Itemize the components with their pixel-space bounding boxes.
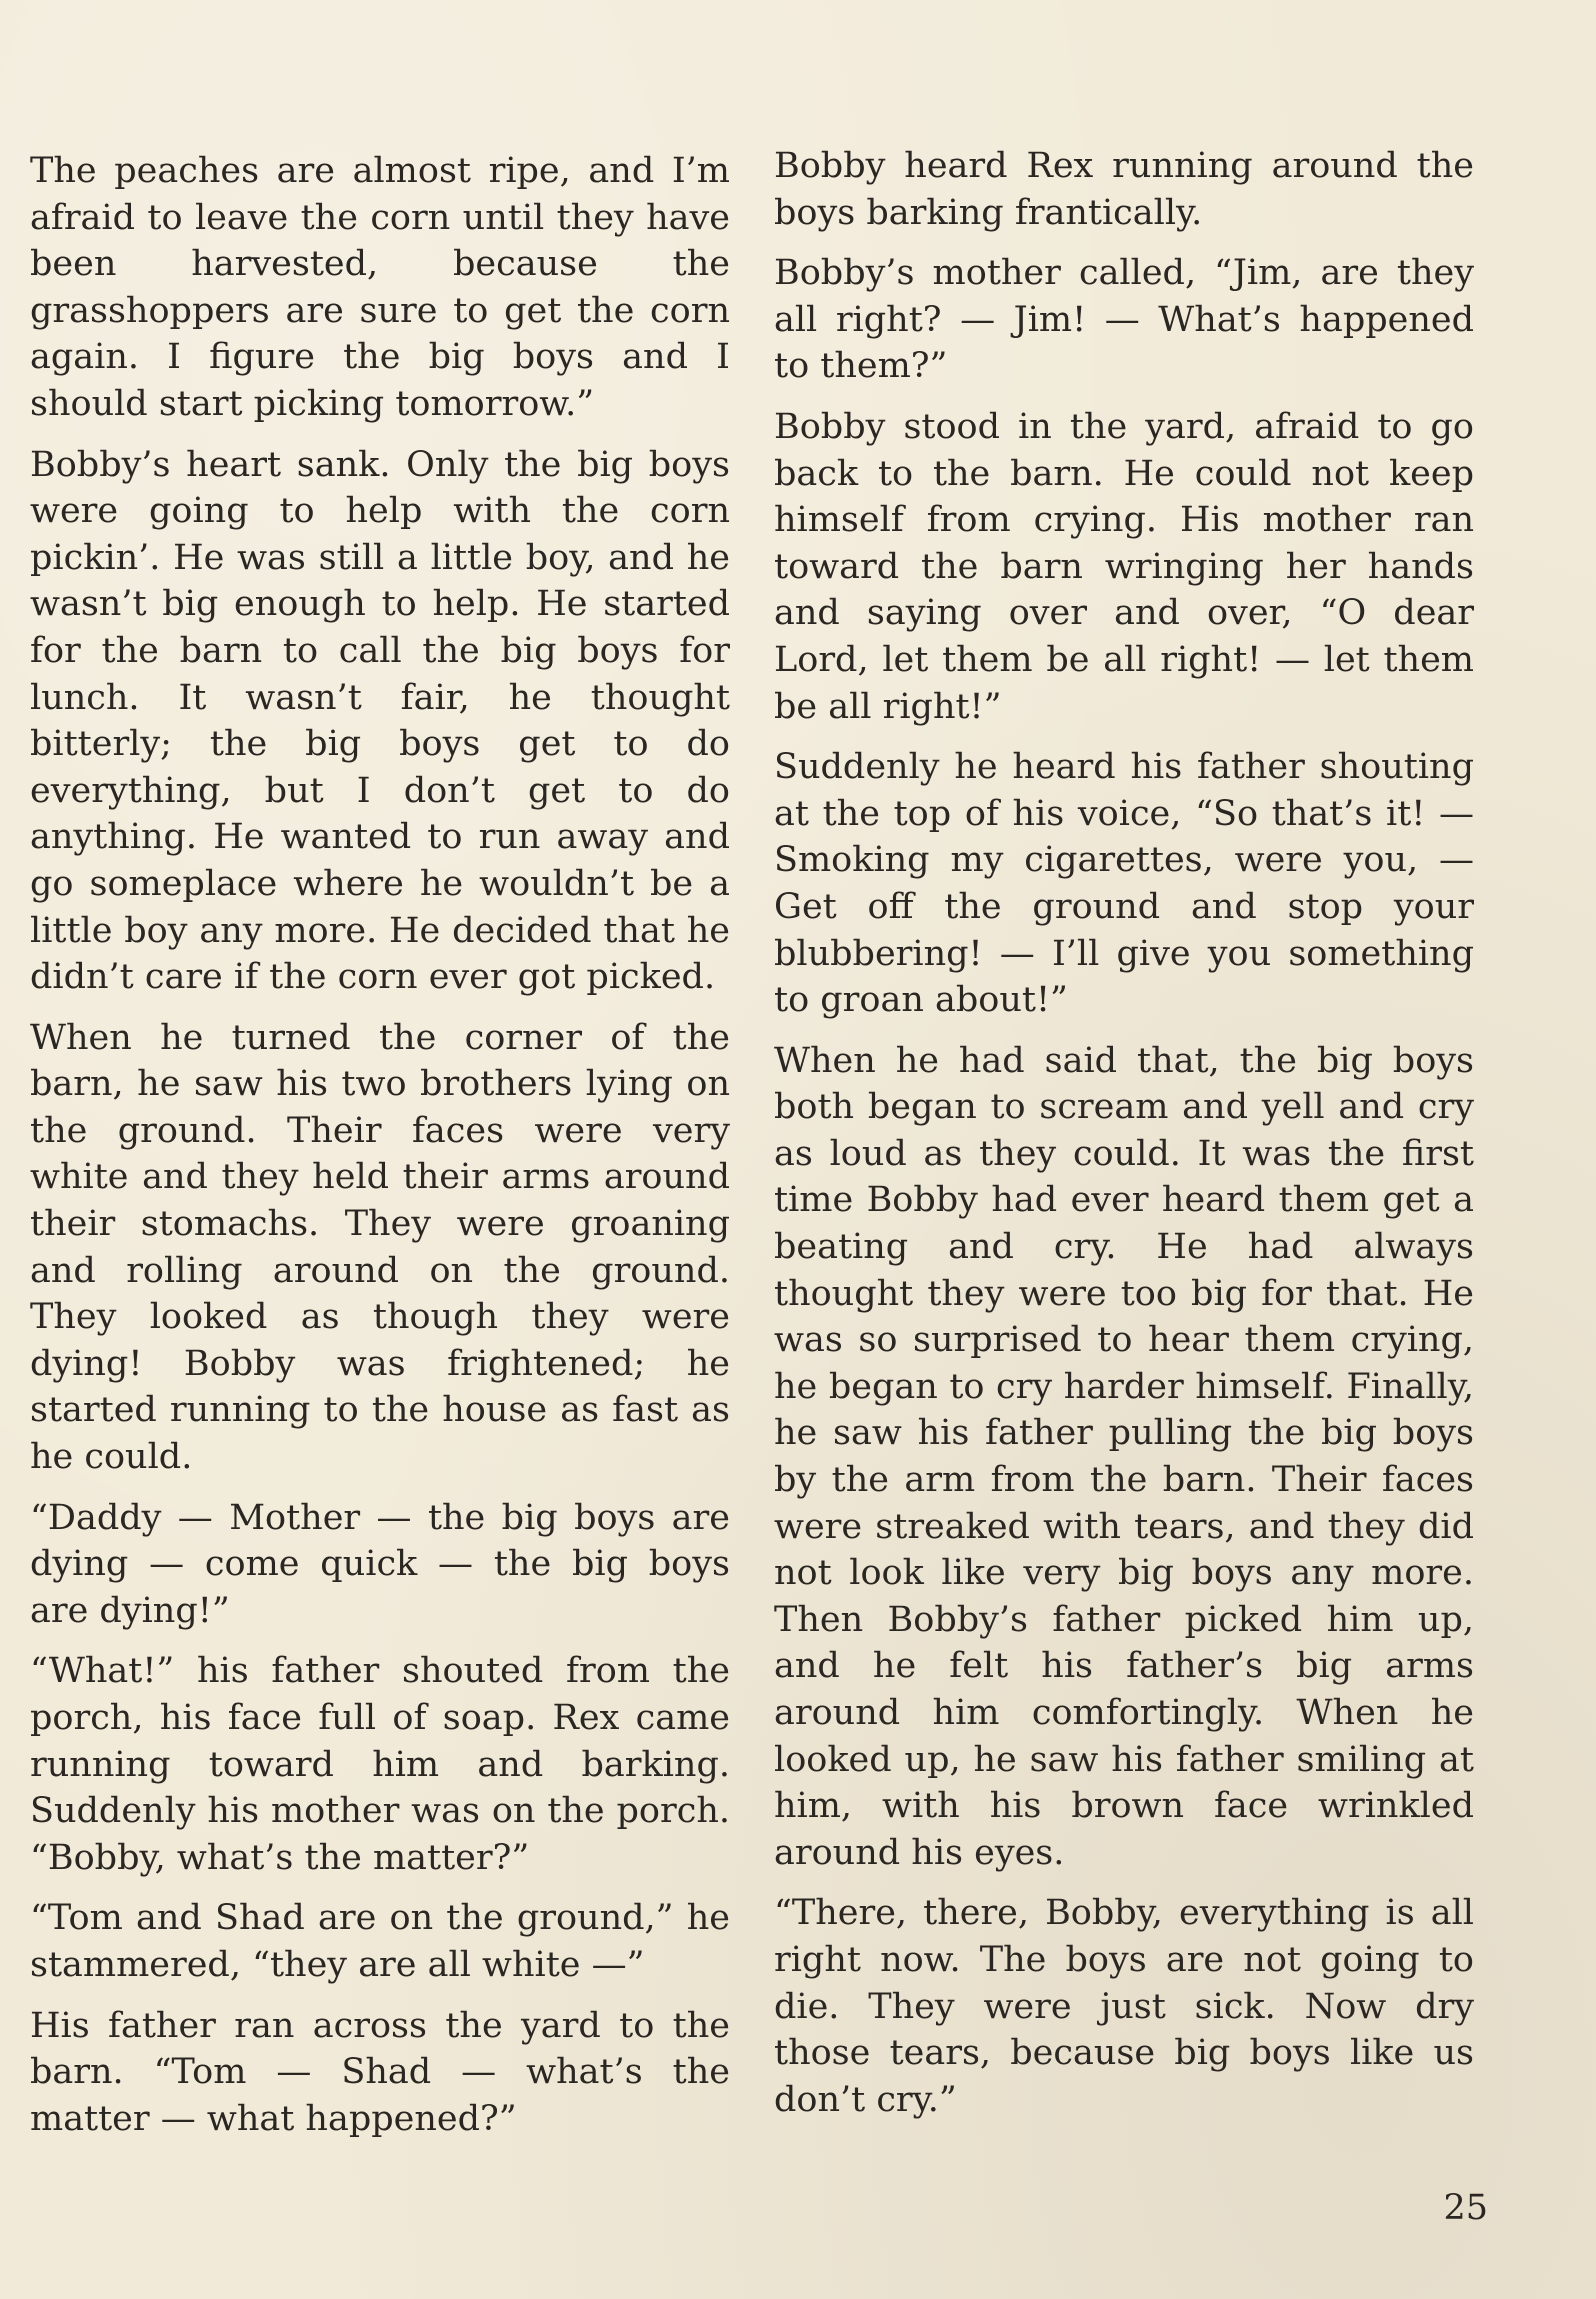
paragraph: “What!” his father shouted from the porch, his face full of soap. Rex came running toward him and barking. Suddenly his mother was on the porch. “Bobby, what’s the matter?” [30, 1651, 730, 1878]
right-column [774, 143, 1474, 2137]
page-number: 25 [1443, 2188, 1488, 2228]
paragraph: “There, there, Bobby, everything is all right now. The boys are not going to die. They were just sick. Now dry those tears, because big boys like us don’t cry.” [774, 1893, 1474, 2120]
paragraph: “Tom and Shad are on the ground,” he stammered, “they are all white —” [30, 1898, 730, 1985]
paragraph: When he turned the corner of the barn, he saw his two brothers lying on the ground. Their faces were very white and they held their arms around their stomachs. They were groaning and rolling around on the ground. They looked as though they were dying! Bobby was frightened; he started running to the house as fast as he could. [30, 1017, 730, 1478]
paragraph: “Daddy — Mother — the big boys are dying — come quick — the big boys are dying!” [30, 1497, 730, 1631]
paragraph: Bobby’s heart sank. Only the big boys were going to help with the corn pickin’. He was still a little boy, and he wasn’t big enough to help. He started for the barn to call the big boys for lunch. It wasn’t fair, he thought bitterly; the big boys get to do everything, but I don’t get to do anything. He wanted to run away and go someplace where he wouldn’t be a little boy any more. He decided that he didn’t care if the corn ever got picked. [30, 444, 730, 998]
paragraph: When he had said that, the big boys both began to scream and yell and cry as loud as they could. It was the first time Bobby had ever heard them get a beating and cry. He had always thought they were too big for that. He was so surprised to hear them crying, he began to cry harder himself. Finally, he saw his father pulling the big boys by the arm from the barn. Their faces were streaked with tears, and they did not look like very big boys any more. Then Bobby’s father picked him up, and he felt his father’s big arms around him comfortingly. When he looked up, he saw his father smiling at him, with his brown face wrinkled around his eyes. [774, 1040, 1474, 1873]
left-column [30, 148, 730, 2156]
paragraph: The peaches are almost ripe, and I’m afraid to leave the corn until they have been harvested, because the grasshoppers are sure to get the corn again. I figure the big boys and I should start picking tomorrow.” [30, 151, 730, 424]
paragraph: Bobby’s mother called, “Jim, are they all right? — Jim! — What’s happened to them?” [774, 253, 1474, 387]
paragraph: Suddenly he heard his father shouting at the top of his voice, “So that’s it! — Smoking my cigarettes, were you, — Get off the ground and stop your blubbering! — I’ll give you something to groan about!” [774, 747, 1474, 1021]
paragraph: His father ran across the yard to the barn. “Tom — Shad — what’s the matter — what happened?” [30, 2005, 730, 2139]
paragraph: Bobby stood in the yard, afraid to go back to the barn. He could not keep himself from crying. His mother ran toward the barn wringing her hands and saying over and over, “O dear Lord, let them be all right! — let them be all right!” [774, 406, 1474, 727]
paragraph: Bobby heard Rex running around the boys barking frantically. [774, 146, 1474, 233]
